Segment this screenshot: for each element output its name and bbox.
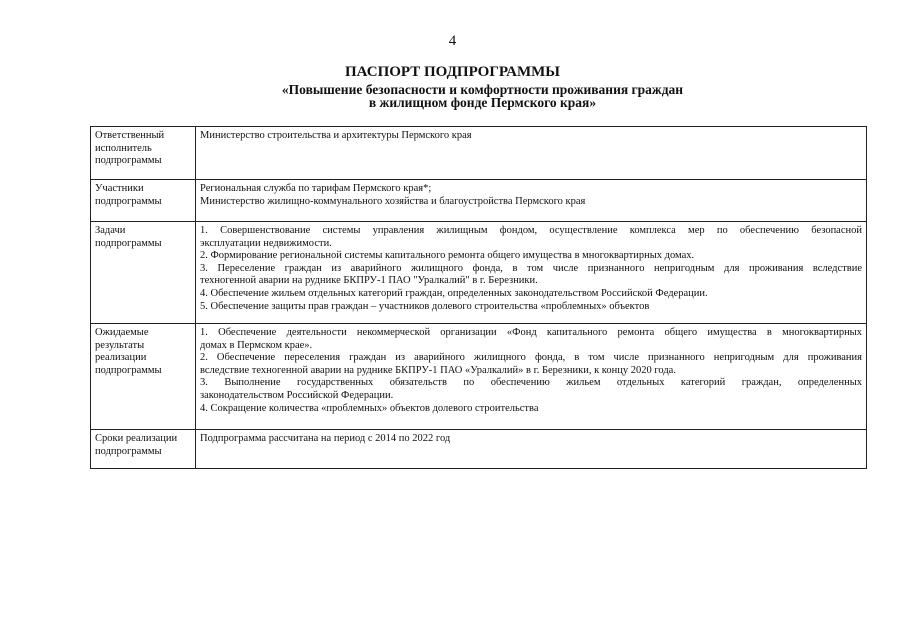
row-label-line: Ответственный: [95, 130, 165, 141]
document-subtitle: [55, 83, 905, 109]
row-label: [91, 180, 196, 222]
content-line: техногенной аварии на руднике БКПРУ-1 ПАО "Уралкалий" в г. Березники.: [200, 275, 538, 287]
content-line: 4. Обеспечение жильем отдельных категорий граждан, определенных законодательством Российской Федерации.: [200, 287, 708, 299]
content-line: вследствие техногенной аварии на руднике БКПРУ-1 ПАО «Уралкалий» в г. Березники, к концу 2020 года.: [200, 364, 676, 376]
row-content: [196, 127, 867, 180]
content-line: 1. Совершенствование системы управления жилищным фондом, осуществление комплекса мер по обеспечению безопасной: [200, 225, 862, 236]
row-content: [196, 222, 867, 324]
row-label-line: подпрограммы: [95, 155, 162, 167]
table-row: [91, 430, 867, 469]
row-label-line: Задачи: [95, 225, 126, 236]
table-row: [91, 324, 867, 430]
content-line: Министерство жилищно-коммунального хозяйства и благоустройства Пермского края: [200, 195, 586, 207]
content-line: Министерство строительства и архитектуры Пермского края: [200, 130, 472, 141]
passport-table: [90, 126, 867, 469]
subtitle-line: в жилищном фонде Пермского края»: [368, 95, 597, 110]
row-label: [91, 222, 196, 324]
content-line: законодательством Российской Федерации.: [200, 389, 394, 401]
row-label: [91, 324, 196, 430]
row-label: [91, 127, 196, 180]
row-label-line: Ожидаемые: [95, 327, 149, 338]
row-label: [91, 430, 196, 469]
table-row: [91, 127, 867, 180]
content-line: 1. Обеспечение деятельности некоммерческой организации «Фонд капитального ремонта общего имущества в многоквартирных: [200, 327, 862, 338]
row-label-line: реализации: [95, 352, 147, 364]
row-label-line: Участники: [95, 183, 144, 194]
subtitle-line: «Повышение безопасности и комфортности проживания граждан: [281, 82, 684, 97]
row-content: [196, 324, 867, 430]
content-line: Подпрограмма рассчитана на период с 2014 по 2022 год: [200, 433, 451, 444]
row-label-line: результаты: [95, 339, 145, 351]
table-row: [91, 180, 867, 222]
row-content: [196, 180, 867, 222]
content-line: 4. Сокращение количества «проблемных» объектов долевого строительства: [200, 402, 539, 414]
row-label-line: подпрограммы: [95, 237, 162, 249]
content-line: 3. Выполнение государственных обязательств по обеспечению жильем отдельных категорий граждан, определенных: [200, 377, 862, 389]
document-title: ПАСПОРТ ПОДПРОГРАММЫ: [344, 64, 560, 80]
page-number: 4: [448, 33, 457, 49]
row-label-line: подпрограммы: [95, 364, 162, 376]
row-content: [196, 430, 867, 469]
content-line: 5. Обеспечение защиты прав граждан – участников долевого строительства «проблемных» объектов: [200, 300, 650, 312]
content-line: домах в Пермском крае».: [200, 339, 313, 351]
row-label-line: Сроки реализации: [95, 433, 178, 444]
table-row: [91, 222, 867, 324]
row-label-line: подпрограммы: [95, 195, 162, 207]
row-label-line: исполнитель: [95, 142, 152, 154]
row-label-line: подпрограммы: [95, 445, 162, 457]
content-line: эксплуатации недвижимости.: [200, 237, 332, 249]
content-line: 2. Формирование региональной системы капитального ремонта общего имущества в многоквартирных домах.: [200, 250, 695, 262]
content-line: 3. Переселение граждан из аварийного жилищного фонда, в том числе признанного непригодным для проживания вследствие: [200, 262, 862, 274]
content-line: 2. Обеспечение переселения граждан из аварийного жилищного фонда, в том числе признанного непригодным для проживания: [200, 352, 862, 364]
content-line: Региональная служба по тарифам Пермского края*;: [200, 183, 432, 194]
